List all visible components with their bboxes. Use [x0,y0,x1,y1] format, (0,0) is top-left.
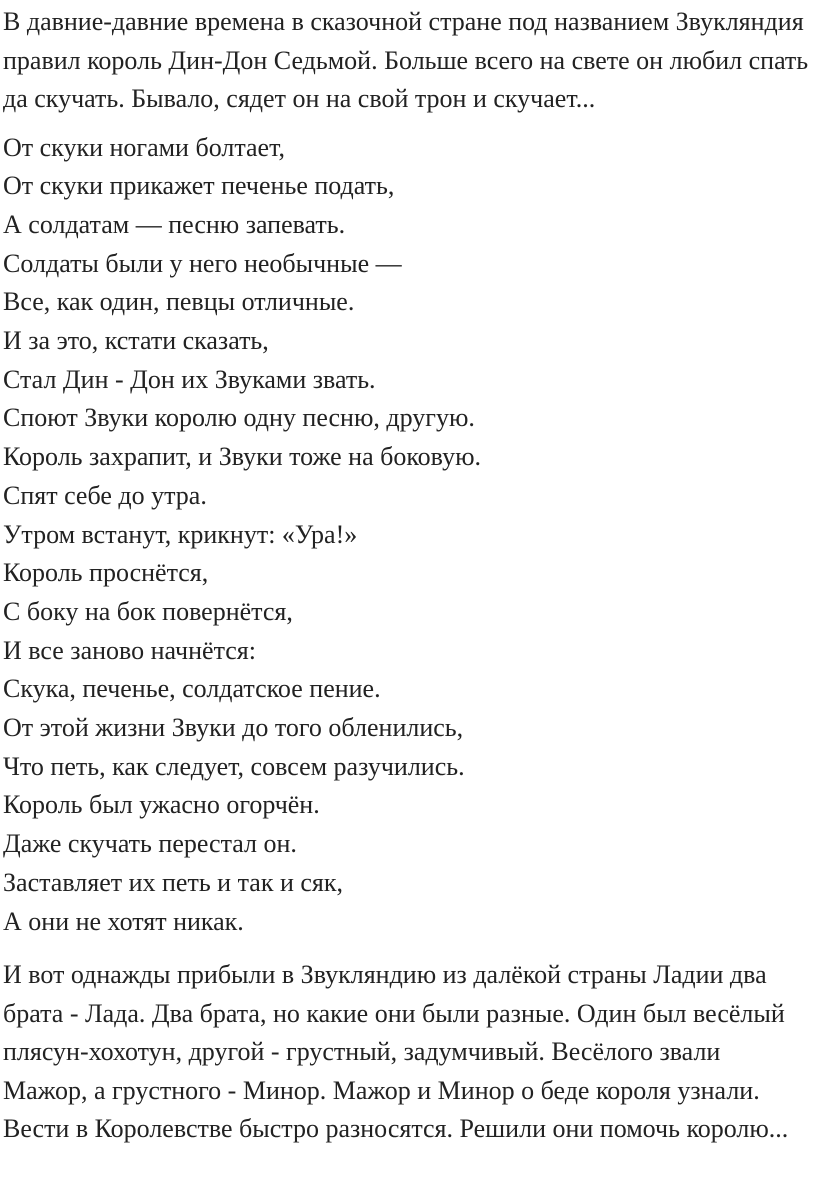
verse-line: А солдатам — песню запевать. [3,209,346,239]
verse-line: Король проснётся, [3,558,209,588]
verse-line: Спят себе до утра. [3,480,207,510]
verse-line: С боку на бок повернётся, [3,596,293,626]
verse-line: Скука, печенье, солдатское пение. [3,674,381,704]
document-page [3,0,811,1149]
verse-line: Король захрапит, и Звуки тоже на боковую. [3,442,481,472]
verse-line: От скуки ногами болтает, [3,132,286,162]
final-paragraph: И вот однажды прибыли в Звукляндию из далёкой страны Ладии два брата - Лада. Два брата, но какие они были разные. Один был весёлый плясун-хохотун, другой - грустный, задумчивый. Весёлого звали Мажор, а грустного - Минор. Мажор и Минор о беде короля узнали. Вести в Королевстве быстро разносятся. Решили они помочь королю... [3,960,789,1144]
verse-line: И за это, кстати сказать, [3,326,269,356]
verse-block [3,129,811,942]
verse-line: Споют Звуки королю одну песню, другую. [3,403,475,433]
verse-line: От скуки прикажет печенье подать, [3,171,395,201]
verse-line: Все, как один, певцы отличные. [3,287,355,317]
verse-line: Стал Дин - Дон их Звуками звать. [3,364,376,394]
verse-line: Король был ужасно огорчён. [3,790,320,820]
verse-line: Утром встанут, крикнут: «Ура!» [3,519,358,549]
intro-paragraph: В давние-давние времена в сказочной стране под названием Звукляндия правил король Дин-Дон Седьмой. Больше всего на свете он любил спать да скучать. Бывало, сядет он на свой трон и скучает... [3,7,809,113]
verse-line: От этой жизни Звуки до того обленились, [3,713,464,743]
verse-line: Солдаты были у него необычные — [3,248,402,278]
verse-line: Заставляет их петь и так и сяк, [3,867,343,897]
verse-line: Даже скучать перестал он. [3,829,297,859]
verse-line: Что петь, как следует, совсем разучились. [3,751,465,781]
verse-line: А они не хотят никак. [3,906,244,936]
verse-line: И все заново начнётся: [3,635,256,665]
